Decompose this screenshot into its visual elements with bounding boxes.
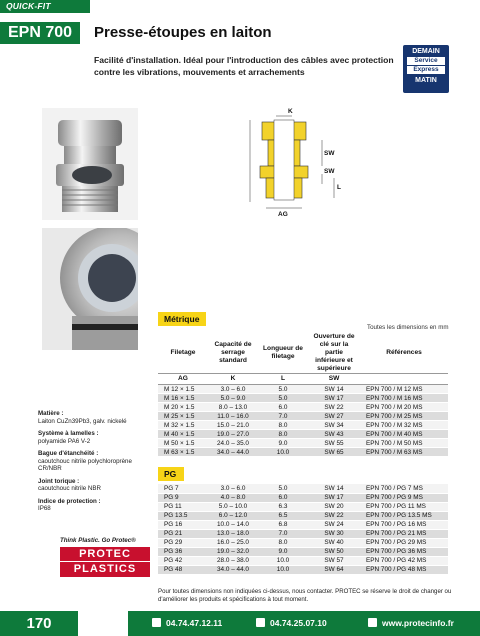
table-cell: M 32 × 1.5 xyxy=(158,421,208,430)
logo-line2: PLASTICS xyxy=(73,563,137,575)
col-header-thread: Filetage xyxy=(158,333,208,374)
table-cell: PG 21 xyxy=(158,529,208,538)
table-cell: M 25 × 1.5 xyxy=(158,412,208,421)
table-cell: M 63 × 1.5 xyxy=(158,448,208,457)
table-cell: SW 27 xyxy=(308,412,360,421)
spec-value: caoutchouc nitrile polychloroprène CR/NBR xyxy=(38,457,132,472)
table-cell: 3.0 – 6.0 xyxy=(208,385,258,394)
table-cell: SW 14 xyxy=(308,385,360,394)
badge-line1: DEMAIN xyxy=(412,48,440,55)
spec-value: polyamide PA6 V-2 xyxy=(38,437,91,445)
table-cell: 10.0 xyxy=(258,565,308,574)
table-cell: 8.0 – 13.0 xyxy=(208,403,258,412)
table-cell: EPN 700 / M 63 MS xyxy=(360,448,448,457)
slogan: Think Plastic. Go Protec® xyxy=(60,537,136,544)
table-cell: 5.0 – 10.0 xyxy=(208,502,258,511)
page-subtitle: Facilité d'installation. Idéal pour l'introduction des câbles avec protection contre les vibrations, mouvements et arrachements xyxy=(94,55,394,77)
pg-section-tag: PG xyxy=(158,467,184,481)
table-cell: PG 29 xyxy=(158,538,208,547)
table-cell: 4.0 – 8.0 xyxy=(208,493,258,502)
table-cell: SW 20 xyxy=(308,502,360,511)
table-cell: 10.0 xyxy=(258,448,308,457)
table-cell: 3.0 – 6.0 xyxy=(208,484,258,493)
drawing-label-k: K xyxy=(288,108,293,115)
table-cell: 34.0 – 44.0 xyxy=(208,565,258,574)
table-row xyxy=(158,385,448,394)
table-row xyxy=(158,547,448,556)
protec-logo xyxy=(60,547,150,577)
phone-item xyxy=(152,618,222,628)
badge-line3: Express xyxy=(407,66,445,74)
series-label: EPN 700 xyxy=(0,22,80,44)
table-row xyxy=(158,439,448,448)
table-cell: SW 14 xyxy=(308,484,360,493)
table-cell: SW 24 xyxy=(308,520,360,529)
spec-value: caoutchouc nitrile NBR xyxy=(38,485,101,492)
table-cell: SW 43 xyxy=(308,430,360,439)
table-cell: EPN 700 / M 12 MS xyxy=(360,385,448,394)
table-cell: 8.0 xyxy=(258,538,308,547)
table-row xyxy=(158,529,448,538)
table-cell: PG 7 xyxy=(158,484,208,493)
pg-table xyxy=(158,484,448,575)
table-cell: EPN 700 / PG 16 MS xyxy=(360,520,448,529)
subheader-sw: SW xyxy=(308,374,360,385)
spec-label: Bague d'étanchéité : xyxy=(38,450,99,457)
table-cell: PG 16 xyxy=(158,520,208,529)
quickfit-label: QUICK-FIT xyxy=(6,1,51,11)
table-cell: SW 30 xyxy=(308,529,360,538)
table-cell: SW 55 xyxy=(308,439,360,448)
table-cell: 5.0 xyxy=(258,484,308,493)
col-header-length: Longueur de filetage xyxy=(258,333,308,374)
table-cell: SW 57 xyxy=(308,556,360,565)
table-cell: EPN 700 / PG 7 MS xyxy=(360,484,448,493)
table-cell: 5.0 xyxy=(258,385,308,394)
fax-icon xyxy=(256,618,265,627)
website-link[interactable]: www.protecinfo.fr xyxy=(382,618,454,628)
table-cell: EPN 700 / M 50 MS xyxy=(360,439,448,448)
subheader-ag: AG xyxy=(158,374,208,385)
table-cell: SW 22 xyxy=(308,511,360,520)
table-cell: SW 17 xyxy=(308,493,360,502)
phone-number: 04.74.47.12.11 xyxy=(166,618,223,628)
product-photo-top xyxy=(42,228,138,350)
table-cell: 7.0 xyxy=(258,412,308,421)
table-row xyxy=(158,502,448,511)
table-row xyxy=(158,394,448,403)
table-cell: EPN 700 / M 16 MS xyxy=(360,394,448,403)
contact-bar xyxy=(128,611,480,636)
badge-line4: MATIN xyxy=(415,77,437,84)
page-title: Presse-étoupes en laiton xyxy=(94,24,272,41)
table-cell: PG 42 xyxy=(158,556,208,565)
spec-label: Matière : xyxy=(38,410,64,417)
table-row xyxy=(158,520,448,529)
spec-value: IP68 xyxy=(38,505,51,512)
table-row xyxy=(158,511,448,520)
metric-table xyxy=(158,333,448,457)
table-row xyxy=(158,556,448,565)
table-cell: SW 22 xyxy=(308,403,360,412)
table-cell: M 50 × 1.5 xyxy=(158,439,208,448)
table-cell: 10.0 – 14.0 xyxy=(208,520,258,529)
table-row xyxy=(158,430,448,439)
table-cell: EPN 700 / PG 21 MS xyxy=(360,529,448,538)
table-cell: PG 13.5 xyxy=(158,511,208,520)
spec-value: Laiton CuZn39Pb3, galv. nickelé xyxy=(38,417,127,425)
subheader-refs xyxy=(360,374,448,385)
table-cell: 8.0 xyxy=(258,421,308,430)
table-cell: SW 50 xyxy=(308,547,360,556)
col-header-refs: Références xyxy=(360,333,448,374)
table-cell: 28.0 – 38.0 xyxy=(208,556,258,565)
table-cell: M 16 × 1.5 xyxy=(158,394,208,403)
spec-label: Joint torique : xyxy=(38,477,80,485)
table-cell: 16.0 – 25.0 xyxy=(208,538,258,547)
table-cell: M 12 × 1.5 xyxy=(158,385,208,394)
table-cell: EPN 700 / M 20 MS xyxy=(360,403,448,412)
table-cell: EPN 700 / M 25 MS xyxy=(360,412,448,421)
table-cell: PG 9 xyxy=(158,493,208,502)
col-header-wrench: Ouverture de clé sur la partie inférieure et supérieure xyxy=(308,333,360,374)
phone-icon xyxy=(152,618,161,627)
table-row xyxy=(158,448,448,457)
table-cell: 7.0 xyxy=(258,529,308,538)
spec-label: Indice de protection : xyxy=(38,497,101,505)
table-cell: EPN 700 / PG 9 MS xyxy=(360,493,448,502)
material-specs xyxy=(38,410,156,513)
drawing-label-ag: AG xyxy=(278,211,288,218)
table-cell: SW 64 xyxy=(308,565,360,574)
table-cell: 34.0 – 44.0 xyxy=(208,448,258,457)
table-cell: 13.0 – 18.0 xyxy=(208,529,258,538)
table-cell: EPN 700 / PG 48 MS xyxy=(360,565,448,574)
table-cell: SW 34 xyxy=(308,421,360,430)
table-cell: EPN 700 / PG 42 MS xyxy=(360,556,448,565)
table-cell: M 20 × 1.5 xyxy=(158,403,208,412)
table-cell: 11.0 – 16.0 xyxy=(208,412,258,421)
table-cell: 6.3 xyxy=(258,502,308,511)
table-cell: EPN 700 / PG 36 MS xyxy=(360,547,448,556)
table-row xyxy=(158,421,448,430)
drawing-label-l: L xyxy=(337,184,341,191)
subheader-l: L xyxy=(258,374,308,385)
table-cell: EPN 700 / M 40 MS xyxy=(360,430,448,439)
table-cell: PG 48 xyxy=(158,565,208,574)
table-cell: 9.0 xyxy=(258,547,308,556)
page-number: 170 xyxy=(0,611,78,636)
drawing-label-sw-lower: SW xyxy=(324,168,335,175)
col-header-clamp: Capacité de serrage standard xyxy=(208,333,258,374)
table-cell: 6.0 – 12.0 xyxy=(208,511,258,520)
table-cell: PG 11 xyxy=(158,502,208,511)
table-cell: 6.8 xyxy=(258,520,308,529)
table-cell: SW 40 xyxy=(308,538,360,547)
spec-label: Système à lamelles : xyxy=(38,430,99,437)
table-cell: 5.0 xyxy=(258,394,308,403)
drawing-label-sw: SW xyxy=(324,150,335,157)
table-cell: 6.0 xyxy=(258,403,308,412)
fax-item xyxy=(256,618,327,628)
subheader-k: K xyxy=(208,374,258,385)
badge-line2: Service xyxy=(407,57,445,65)
logo-line1: PROTEC xyxy=(60,547,150,562)
table-cell: EPN 700 / PG 13.5 MS xyxy=(360,511,448,520)
table-cell: 6.0 xyxy=(258,493,308,502)
table-cell: SW 17 xyxy=(308,394,360,403)
table-cell: 19.0 – 32.0 xyxy=(208,547,258,556)
table-cell: 8.0 xyxy=(258,430,308,439)
table-row xyxy=(158,412,448,421)
fax-number: 04.74.25.07.10 xyxy=(270,618,327,628)
product-photo-side xyxy=(42,108,138,220)
table-row xyxy=(158,484,448,493)
table-cell: PG 36 xyxy=(158,547,208,556)
cart-icon xyxy=(368,618,377,627)
table-cell: EPN 700 / PG 11 MS xyxy=(360,502,448,511)
table-cell: SW 65 xyxy=(308,448,360,457)
table-cell: EPN 700 / M 32 MS xyxy=(360,421,448,430)
technical-drawing xyxy=(236,110,346,220)
table-row xyxy=(158,565,448,574)
table-cell: 6.5 xyxy=(258,511,308,520)
table-cell: M 40 × 1.5 xyxy=(158,430,208,439)
table-cell: 5.0 – 9.0 xyxy=(208,394,258,403)
table-cell: EPN 700 / PG 29 MS xyxy=(360,538,448,547)
table-row xyxy=(158,493,448,502)
web-item[interactable] xyxy=(368,618,454,628)
table-row xyxy=(158,538,448,547)
dimensions-note: Toutes les dimensions en mm xyxy=(367,324,449,331)
table-cell: 9.0 xyxy=(258,439,308,448)
footnote: Pour toutes dimensions non indiquées ci-dessus, nous contacter. PROTEC se réserve le droit de changer ou d'améliorer les produits et spécifications à tout moment. xyxy=(158,588,452,603)
table-cell: 15.0 – 21.0 xyxy=(208,421,258,430)
table-cell: 24.0 – 35.0 xyxy=(208,439,258,448)
table-cell: 19.0 – 27.0 xyxy=(208,430,258,439)
metric-section-tag: Métrique xyxy=(158,312,206,326)
service-express-badge xyxy=(403,45,449,93)
table-cell: 10.0 xyxy=(258,556,308,565)
table-row xyxy=(158,403,448,412)
